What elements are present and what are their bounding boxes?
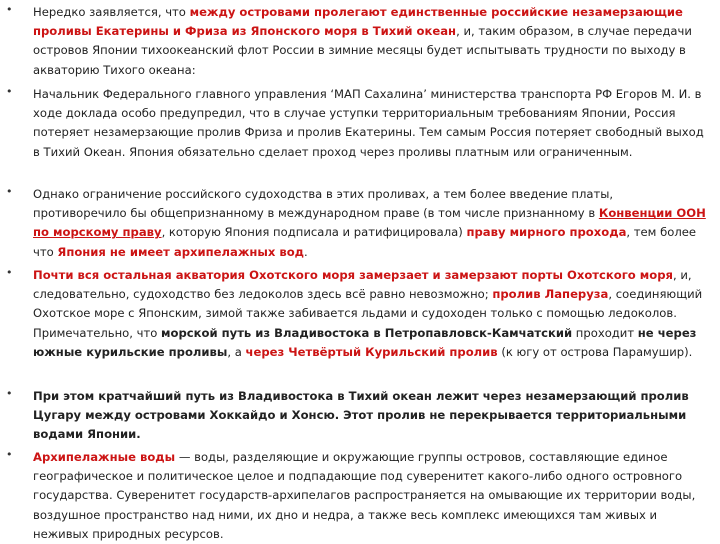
text-run: морской путь из Владивостока в Петропавловск-Камчатский [161,325,573,340]
bullet-dot-icon: • [6,448,13,461]
text-run: , и, следовательно, судоходство без ледоколов здесь всё равно невозможно; [33,268,692,302]
text-run: Япония не имеет архипелажных вод [57,244,305,259]
bullet-dot-icon: • [6,185,13,198]
bullet-text [33,85,708,162]
text-run: , соединяющий Охотское море с Японским, зимой также забивается льдами и судоходен только с помощью ледоколов. Примечательно, что [33,287,703,340]
bullet-item [0,85,720,162]
text-run: (к югу от острова Парамушир). [497,344,693,359]
text-run: , которую Япония подписала и ратифицировала) [161,225,467,240]
text-run: Конвенции ООН по морскому праву [33,206,706,240]
bullet-item [0,266,720,362]
bullet-text [33,185,708,262]
text-run: Почти вся остальная акватория Охотского моря замерзает и замерзают порты Охотского моря [33,268,673,282]
bullet-item [0,185,720,262]
text-run: Нередко заявляется, что [33,5,190,19]
text-run: праву мирного прохода [466,225,627,240]
text-run: , а [227,344,246,359]
bullet-item [0,387,720,445]
text-run: не через южные курильские проливы [33,325,697,359]
text-run: При этом кратчайший путь из Владивостока в Тихий океан лежит через незамерзающий пролив Цугару между островами Хоккайдо и Хонсю. Этот пролив не перекрывается территориальными водами Японии. [33,389,689,442]
bullet-dot-icon: • [6,85,13,98]
bullet-text [33,448,708,544]
text-run: через Четвёртый Курильский пролив [245,344,498,359]
bullet-item [0,3,720,80]
text-run: — воды, разделяющие и окружающие группы островов, составляющие единое географическое и политическое целое и подпадающие под суверенитет какого-либо одного островного государства. Суверенитет государств-архипелагов распространяется на омывающие их территории воды, воздушное пространство над ними, их дно и недра, а также весь комплекс имеющихся там живых и неживых природных ресурсов. [33,450,696,541]
bullet-text [33,3,708,80]
bullet-dot-icon: • [6,387,13,400]
text-run: , и, таким образом, в случае передачи островов Японии тихоокеанский флот России в зимние месяцы будет испытывать трудности по выходу в акваторию Тихого океана: [33,24,692,77]
text-run: . [304,244,308,259]
text-run: , тем более что [33,225,697,259]
text-run: проходит [572,325,638,340]
text-run: Однако ограничение российского судоходства в этих проливах, а тем более введение платы, противоречило бы общепризнанному в международном праве (в том числе признанному в [33,187,614,221]
text-run: пролив Лаперуза [492,287,609,302]
bullet-item [0,448,720,544]
bullet-dot-icon: • [6,3,13,16]
text-run: между островами пролегают единственные российские незамерзающие проливы Екатерины и Фриза из Японского моря в Тихий океан [33,5,683,39]
text-run: Начальник Федерального главного управления ‘МАП Сахалина’ министерства транспорта РФ Егоров М. И. в ходе доклада особо предупредил, что в случае уступки территориальным требованиям Японии, Россия потеряет незамерзающие пролив Фриза и пролив Екатерины. Тем самым Россия потеряет свободный выход в Тихий Океан. Япония обязательно сделает проход через проливы платным или ограниченным. [33,87,704,159]
bullet-text [33,266,708,362]
text-run: Архипелажные воды [33,450,176,464]
bullet-dot-icon: • [6,266,13,279]
bullet-text [33,387,708,445]
